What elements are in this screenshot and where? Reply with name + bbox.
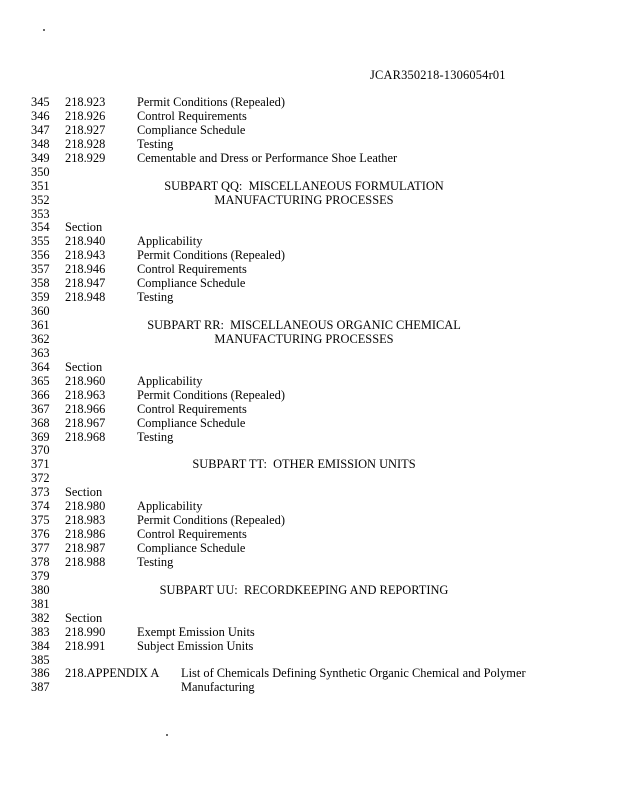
- section-number: 218.940: [65, 234, 106, 249]
- section-number: 218.946: [65, 262, 106, 277]
- toc-row: [0, 444, 618, 458]
- toc-row: [0, 626, 618, 640]
- line-number: 349: [31, 150, 50, 165]
- toc-row: [0, 319, 618, 333]
- section-number: 218.983: [65, 513, 106, 528]
- line-number: 380: [31, 582, 50, 597]
- toc-row: [0, 598, 618, 612]
- section-number: 218.928: [65, 136, 106, 151]
- toc-row: [0, 514, 618, 528]
- toc-row: [0, 542, 618, 556]
- line-number: 364: [31, 359, 50, 374]
- toc-row: [0, 152, 618, 166]
- section-number: 218.987: [65, 541, 106, 555]
- toc-row: [0, 305, 618, 319]
- line-number: 360: [31, 304, 50, 319]
- section-number: 218.968: [65, 429, 106, 444]
- toc-row: [0, 556, 618, 570]
- section-number: 218.926: [65, 108, 106, 123]
- section-title: Compliance Schedule: [137, 276, 246, 291]
- line-number: 359: [31, 290, 50, 305]
- line-number: 345: [31, 95, 50, 109]
- toc-row: [0, 417, 618, 431]
- section-number: 218.929: [65, 150, 106, 165]
- toc-row: [0, 500, 618, 514]
- toc-row: [0, 291, 618, 305]
- toc-row: [0, 458, 618, 472]
- toc-row: [0, 96, 618, 110]
- line-number: 362: [31, 331, 50, 346]
- toc-row: [0, 403, 618, 417]
- toc-row: [0, 667, 618, 681]
- toc-row: [0, 375, 618, 389]
- line-number: 370: [31, 443, 50, 458]
- line-number: 383: [31, 624, 50, 639]
- section-number: 218.988: [65, 554, 106, 569]
- line-number: 357: [31, 262, 50, 277]
- line-number: 387: [31, 680, 50, 695]
- section-title: Permit Conditions (Repealed): [137, 513, 285, 528]
- section-title: Permit Conditions (Repealed): [137, 95, 285, 109]
- subpart-heading: SUBPART TT: OTHER EMISSION UNITS: [192, 457, 416, 472]
- toc-row: [0, 138, 618, 152]
- toc-row: [0, 486, 618, 500]
- toc-row: [0, 389, 618, 403]
- line-number: 375: [31, 513, 50, 528]
- toc-row: [0, 361, 618, 375]
- line-number: 361: [31, 318, 50, 332]
- line-number: 386: [31, 666, 50, 681]
- line-number: 363: [31, 345, 50, 360]
- line-number: 376: [31, 527, 50, 542]
- section-number: 218.927: [65, 122, 106, 137]
- section-number: Section: [65, 359, 103, 374]
- section-title: Manufacturing: [181, 680, 255, 695]
- line-number: 382: [31, 610, 50, 625]
- toc-row: [0, 124, 618, 138]
- section-title: Permit Conditions (Repealed): [137, 248, 285, 263]
- toc-row: [0, 528, 618, 542]
- line-number: 353: [31, 206, 50, 221]
- line-number: 366: [31, 387, 50, 402]
- line-number: 356: [31, 248, 50, 263]
- line-number: 385: [31, 652, 50, 667]
- line-number: 347: [31, 122, 50, 137]
- toc-row: [0, 584, 618, 598]
- section-number: 218.967: [65, 415, 106, 430]
- toc-row: [0, 249, 618, 263]
- section-number: 218.986: [65, 527, 106, 542]
- toc-row: [0, 277, 618, 291]
- line-number: 372: [31, 471, 50, 486]
- line-number: 374: [31, 499, 50, 514]
- toc-row: [0, 612, 618, 626]
- section-number: 218.990: [65, 624, 106, 639]
- section-number: 218.966: [65, 401, 106, 416]
- section-title: Compliance Schedule: [137, 415, 246, 430]
- line-number: 368: [31, 415, 50, 430]
- toc-row: [0, 640, 618, 654]
- line-number: 373: [31, 485, 50, 500]
- line-number: 365: [31, 373, 50, 388]
- subpart-heading: SUBPART RR: MISCELLANEOUS ORGANIC CHEMICAL: [147, 318, 461, 332]
- toc-row: [0, 333, 618, 347]
- line-number: 369: [31, 429, 50, 444]
- toc-rows: [0, 96, 618, 695]
- line-number: 351: [31, 178, 50, 193]
- section-number: 218.991: [65, 638, 106, 653]
- section-title: Applicability: [137, 499, 203, 514]
- line-number: 346: [31, 108, 50, 123]
- toc-row: [0, 221, 618, 235]
- section-number: Section: [65, 610, 103, 625]
- section-number: 218.963: [65, 387, 106, 402]
- line-number: 354: [31, 220, 50, 235]
- scan-artifact-speck: [43, 29, 45, 31]
- line-number: 379: [31, 568, 50, 583]
- toc-row: [0, 263, 618, 277]
- toc-row: [0, 347, 618, 361]
- section-title: Testing: [137, 429, 174, 444]
- line-number: 371: [31, 457, 50, 472]
- section-number: 218.APPENDIX A: [65, 666, 160, 681]
- toc-row: [0, 570, 618, 584]
- subpart-heading: SUBPART QQ: MISCELLANEOUS FORMULATION: [164, 178, 444, 193]
- docket-number-header: JCAR350218-1306054r01: [370, 68, 506, 82]
- section-number: Section: [65, 485, 103, 500]
- section-title: Permit Conditions (Repealed): [137, 387, 285, 402]
- toc-row: [0, 166, 618, 180]
- line-number: 350: [31, 164, 50, 179]
- subpart-heading: MANUFACTURING PROCESSES: [214, 331, 394, 346]
- scan-artifact-speck: [166, 734, 168, 736]
- section-number: 218.923: [65, 95, 106, 109]
- line-number: 355: [31, 234, 50, 249]
- section-title: Control Requirements: [137, 262, 247, 277]
- line-number: 381: [31, 596, 50, 611]
- toc-row: [0, 472, 618, 486]
- section-number: 218.948: [65, 290, 106, 305]
- line-number: 367: [31, 401, 50, 416]
- section-title: Testing: [137, 554, 174, 569]
- section-number: 218.943: [65, 248, 106, 263]
- line-number: 358: [31, 276, 50, 291]
- section-title: Subject Emission Units: [137, 638, 254, 653]
- section-title: Compliance Schedule: [137, 122, 246, 137]
- toc-row: [0, 194, 618, 208]
- subpart-heading: MANUFACTURING PROCESSES: [214, 192, 394, 207]
- line-number: 348: [31, 136, 50, 151]
- line-number: 384: [31, 638, 50, 653]
- section-title: Testing: [137, 290, 174, 305]
- section-title: Applicability: [137, 234, 203, 249]
- section-title: Compliance Schedule: [137, 541, 246, 555]
- section-number: 218.980: [65, 499, 106, 514]
- subpart-heading: SUBPART UU: RECORDKEEPING AND REPORTING: [159, 582, 449, 597]
- toc-row: [0, 180, 618, 194]
- section-number: 218.960: [65, 373, 106, 388]
- section-number: Section: [65, 220, 103, 235]
- section-number: 218.947: [65, 276, 106, 291]
- toc-row: [0, 681, 618, 695]
- section-title: Exempt Emission Units: [137, 624, 255, 639]
- line-number: 378: [31, 554, 50, 569]
- section-title: List of Chemicals Defining Synthetic Organic Chemical and Polymer: [181, 666, 526, 681]
- toc-row: [0, 110, 618, 124]
- toc-row: [0, 431, 618, 445]
- section-title: Control Requirements: [137, 401, 247, 416]
- toc-row: [0, 235, 618, 249]
- section-title: Cementable and Dress or Performance Shoe Leather: [137, 150, 398, 165]
- toc-row: [0, 654, 618, 668]
- section-title: Control Requirements: [137, 108, 247, 123]
- toc-row: [0, 208, 618, 222]
- section-title: Control Requirements: [137, 527, 247, 542]
- section-title: Applicability: [137, 373, 203, 388]
- line-number: 352: [31, 192, 50, 207]
- section-title: Testing: [137, 136, 174, 151]
- line-number: 377: [31, 541, 50, 555]
